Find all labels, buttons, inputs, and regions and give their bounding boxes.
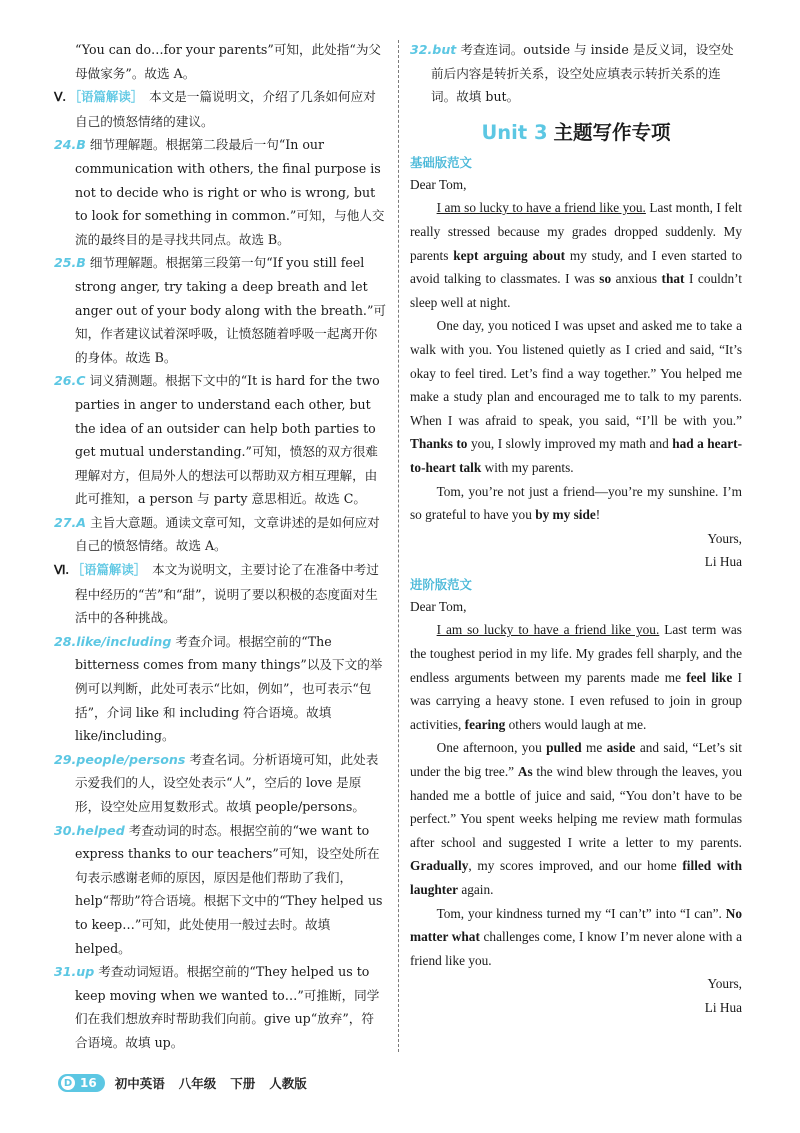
advanced-paragraph-1 <box>410 618 742 736</box>
text-run: others would laugh at me. <box>505 716 647 732</box>
text-run: anxious <box>611 271 662 287</box>
underlined-sentence: I am so lucky to have a friend like you. <box>436 200 646 216</box>
section-5-tag: ［语篇解读］ <box>68 89 144 105</box>
bold-phrase: feel like <box>686 669 733 685</box>
text-run: challenges come, I know I’m never alone with a friend like you. <box>410 929 742 968</box>
text-run: One afternoon, you <box>436 740 547 756</box>
answer-32: 32.but 考查连词。outside 与 inside 是反义词，设空处前后内容是转折关系，设空处应填表示转折关系的连词。故填 but。 <box>410 42 734 105</box>
basic-closing: Yours, <box>707 530 742 546</box>
text-run: again. <box>458 882 494 897</box>
bold-phrase: Thanks to <box>410 436 468 452</box>
basic-letter <box>410 173 742 574</box>
column-divider <box>398 40 399 1052</box>
text-run: Last term was the toughest period in my life. My grades fell sharply, and the endless arguments between my parents made me <box>410 622 742 685</box>
advanced-closing: Yours, <box>707 976 742 992</box>
text-run: the wind blew through the leaves, you handed me a bottle of juice and said, “You don’t have to be perfect.” You spent weeks helping me review math formulas after school and suggested I write a letter to my parents. <box>410 764 742 850</box>
bold-phrase: by my side <box>535 507 596 523</box>
unit-label: Unit 3 <box>481 120 548 144</box>
text-run: and said, “Let’s sit under the big tree.” <box>410 740 742 780</box>
basic-greeting: Dear Tom, <box>410 176 467 192</box>
advanced-greeting: Dear Tom, <box>410 598 467 614</box>
text-run: One day, you noticed I was upset and asked me to take a walk with you. You listened quietly as I cried and said, “It’s okay to feel tired. Let’s find a way together.” You helped me make a study plan and encouraged me to talk to my parents. When I was afraid to speak, you said, “I’ll be with you.” <box>410 318 742 428</box>
answer-31-number: 31.up <box>54 964 95 980</box>
bold-phrase: that <box>661 271 685 287</box>
text-run: with my parents. <box>481 459 574 475</box>
text-run: I couldn’t sleep well at night. <box>410 271 742 310</box>
unit-title <box>410 119 742 147</box>
bold-phrase: fearing <box>464 716 506 732</box>
bold-phrase: As <box>517 764 533 780</box>
text-run: Last month, I felt really stressed because my grades dropped suddenly. My parents <box>410 200 742 263</box>
footer-grade: 八年级 <box>178 1076 217 1091</box>
section-5-numeral: Ⅴ. <box>54 90 66 105</box>
section-6-tag: ［语篇解读］ <box>71 562 147 578</box>
section-5-intro: Ⅴ. ［语篇解读］ 本文是一篇说明文，介绍了几条如何应对自己的愤怒情绪的建议。 <box>54 89 376 129</box>
right-column <box>410 38 742 1020</box>
bold-phrase: pulled <box>546 740 582 756</box>
answer-25: 25.B 细节理解题。根据第三段第一句“If you still feel strong anger, try taking a deep breath and let anger out of your body along with the breath.”可知，作者建议试着深呼吸，让愤怒随着呼吸一起离开你的身体。故选 B。 <box>54 255 386 365</box>
bold-phrase: Gradually <box>410 858 469 874</box>
answer-25-number: 25.B <box>54 255 86 271</box>
answer-29-number: 29.people/persons <box>54 751 186 767</box>
basic-paragraph-3 <box>410 480 742 527</box>
answer-26-number: 26.C <box>54 373 86 389</box>
section-6-numeral: Ⅵ. <box>54 563 69 578</box>
answer-30: 30.helped 考查动词的时态。根据空前的“we want to express thanks to our teachers”可知，设空处所在句表示感谢老师的原因，原因是他们帮助了我们，help“帮助”符合语境。根据下文中的“They helped us to keep…”可知，此处使用一般过去时。故填 helped。 <box>54 822 383 956</box>
advanced-letter <box>410 595 742 1020</box>
text-run: you, I slowly improved my math and <box>467 436 673 452</box>
advanced-signature: Li Hua <box>704 999 742 1015</box>
page-number-badge <box>58 1074 105 1092</box>
answer-24: 24.B 细节理解题。根据第二段最后一句“In our communication with others, the final purpose is not to decide who is right or who is wrong, but to look for something in common.”可知，与他人交流的最终目的是寻找共同点。故选 B。 <box>54 137 385 247</box>
answer-26: 26.C 词义猜测题。根据下文中的“It is hard for the two parties in anger to understand each other, but the idea of an outsider can help both parties to get mutual understanding.”可知，愤怒的双方很难理解对方，但局外人的想法可以帮助双方相互理解，由此可推知，a person 与 party 意思相近。故选 C。 <box>54 373 380 507</box>
unit-heading: 主题写作专项 <box>553 120 671 144</box>
answer-29: 29.people/persons 考查名词。分析语境可知，此处表示爱我们的人，设空处表示“人”，空后的 love 是原形，设空处应用复数形式。故填 people/persons。 <box>54 751 379 814</box>
bold-phrase: No matter what <box>410 905 742 945</box>
left-column <box>54 38 386 1055</box>
bold-phrase: had a heart-to-heart talk <box>410 436 742 475</box>
basic-paragraph-1 <box>410 196 742 314</box>
text-run: Tom, your kindness turned my “I can’t” into “I can”. <box>436 905 726 921</box>
answer-30-number: 30.helped <box>54 822 125 838</box>
answer-27-number: 27.A <box>54 514 87 530</box>
text-run: , my scores improved, and our home <box>468 858 683 874</box>
page-footer <box>58 1073 321 1093</box>
text-run: Tom, you’re not just a friend—you’re my sunshine. I’m so grateful to have you <box>410 483 742 523</box>
advanced-version-heading: 进阶版范文 <box>410 576 472 592</box>
text-run: me <box>581 740 607 756</box>
basic-version-heading: 基础版范文 <box>410 154 472 170</box>
intro-answer: “You can do…for your parents”可知，此处指“为父母做家务”。故选 A。 <box>75 42 382 81</box>
answer-32-number: 32.but <box>410 42 457 57</box>
page-number: 16 <box>80 1076 97 1090</box>
answer-28-number: 28.like/including <box>54 633 172 649</box>
answer-31: 31.up 考查动词短语。根据空前的“They helped us to keep moving when we wanted to…”可推断，同学们在我们想放弃时帮助我们向前。give up“放弃”，符合语境。故填 up。 <box>54 964 380 1050</box>
answer-24-number: 24.B <box>54 137 86 153</box>
bold-phrase: so <box>599 271 612 287</box>
bold-phrase: filled with laughter <box>410 858 742 897</box>
section-6-intro: Ⅵ. ［语篇解读］ 本文为说明文，主要讨论了在准备中考过程中经历的“苦”和“甜”，说明了要以积极的态度面对生活中的各种挑战。 <box>54 562 379 626</box>
underlined-sentence: I am so lucky to have a friend like you. <box>436 622 660 638</box>
advanced-paragraph-3 <box>410 902 742 973</box>
bold-phrase: kept arguing about <box>453 247 566 263</box>
text-run: my study, and I even started to avoid talking to classmates. I was <box>410 247 742 287</box>
footer-edition: 人教版 <box>269 1076 307 1091</box>
answer-27: 27.A 主旨大意题。通读文章可知，文章讲述的是如何应对自己的愤怒情绪。故选 A。 <box>54 514 380 554</box>
bold-phrase: aside <box>606 740 636 756</box>
text-run: ! <box>595 507 601 523</box>
text-run: I was carrying a heavy stone. I even refused to join in group activities, <box>410 669 742 732</box>
footer-term: 下册 <box>230 1076 256 1091</box>
basic-paragraph-2 <box>410 314 742 479</box>
footer-subject: 初中英语 <box>114 1076 165 1091</box>
badge-letter: D <box>61 1076 75 1090</box>
answer-28: 28.like/including 考查介词。根据空前的“The bitterness comes from many things”以及下文的举例可以判断，此处可表示“比如，例如”，也可表示“包括”，介词 like 和 including 符合语境。故填 like/including。 <box>54 633 383 744</box>
advanced-paragraph-2 <box>410 736 742 901</box>
basic-signature: Li Hua <box>704 554 742 570</box>
